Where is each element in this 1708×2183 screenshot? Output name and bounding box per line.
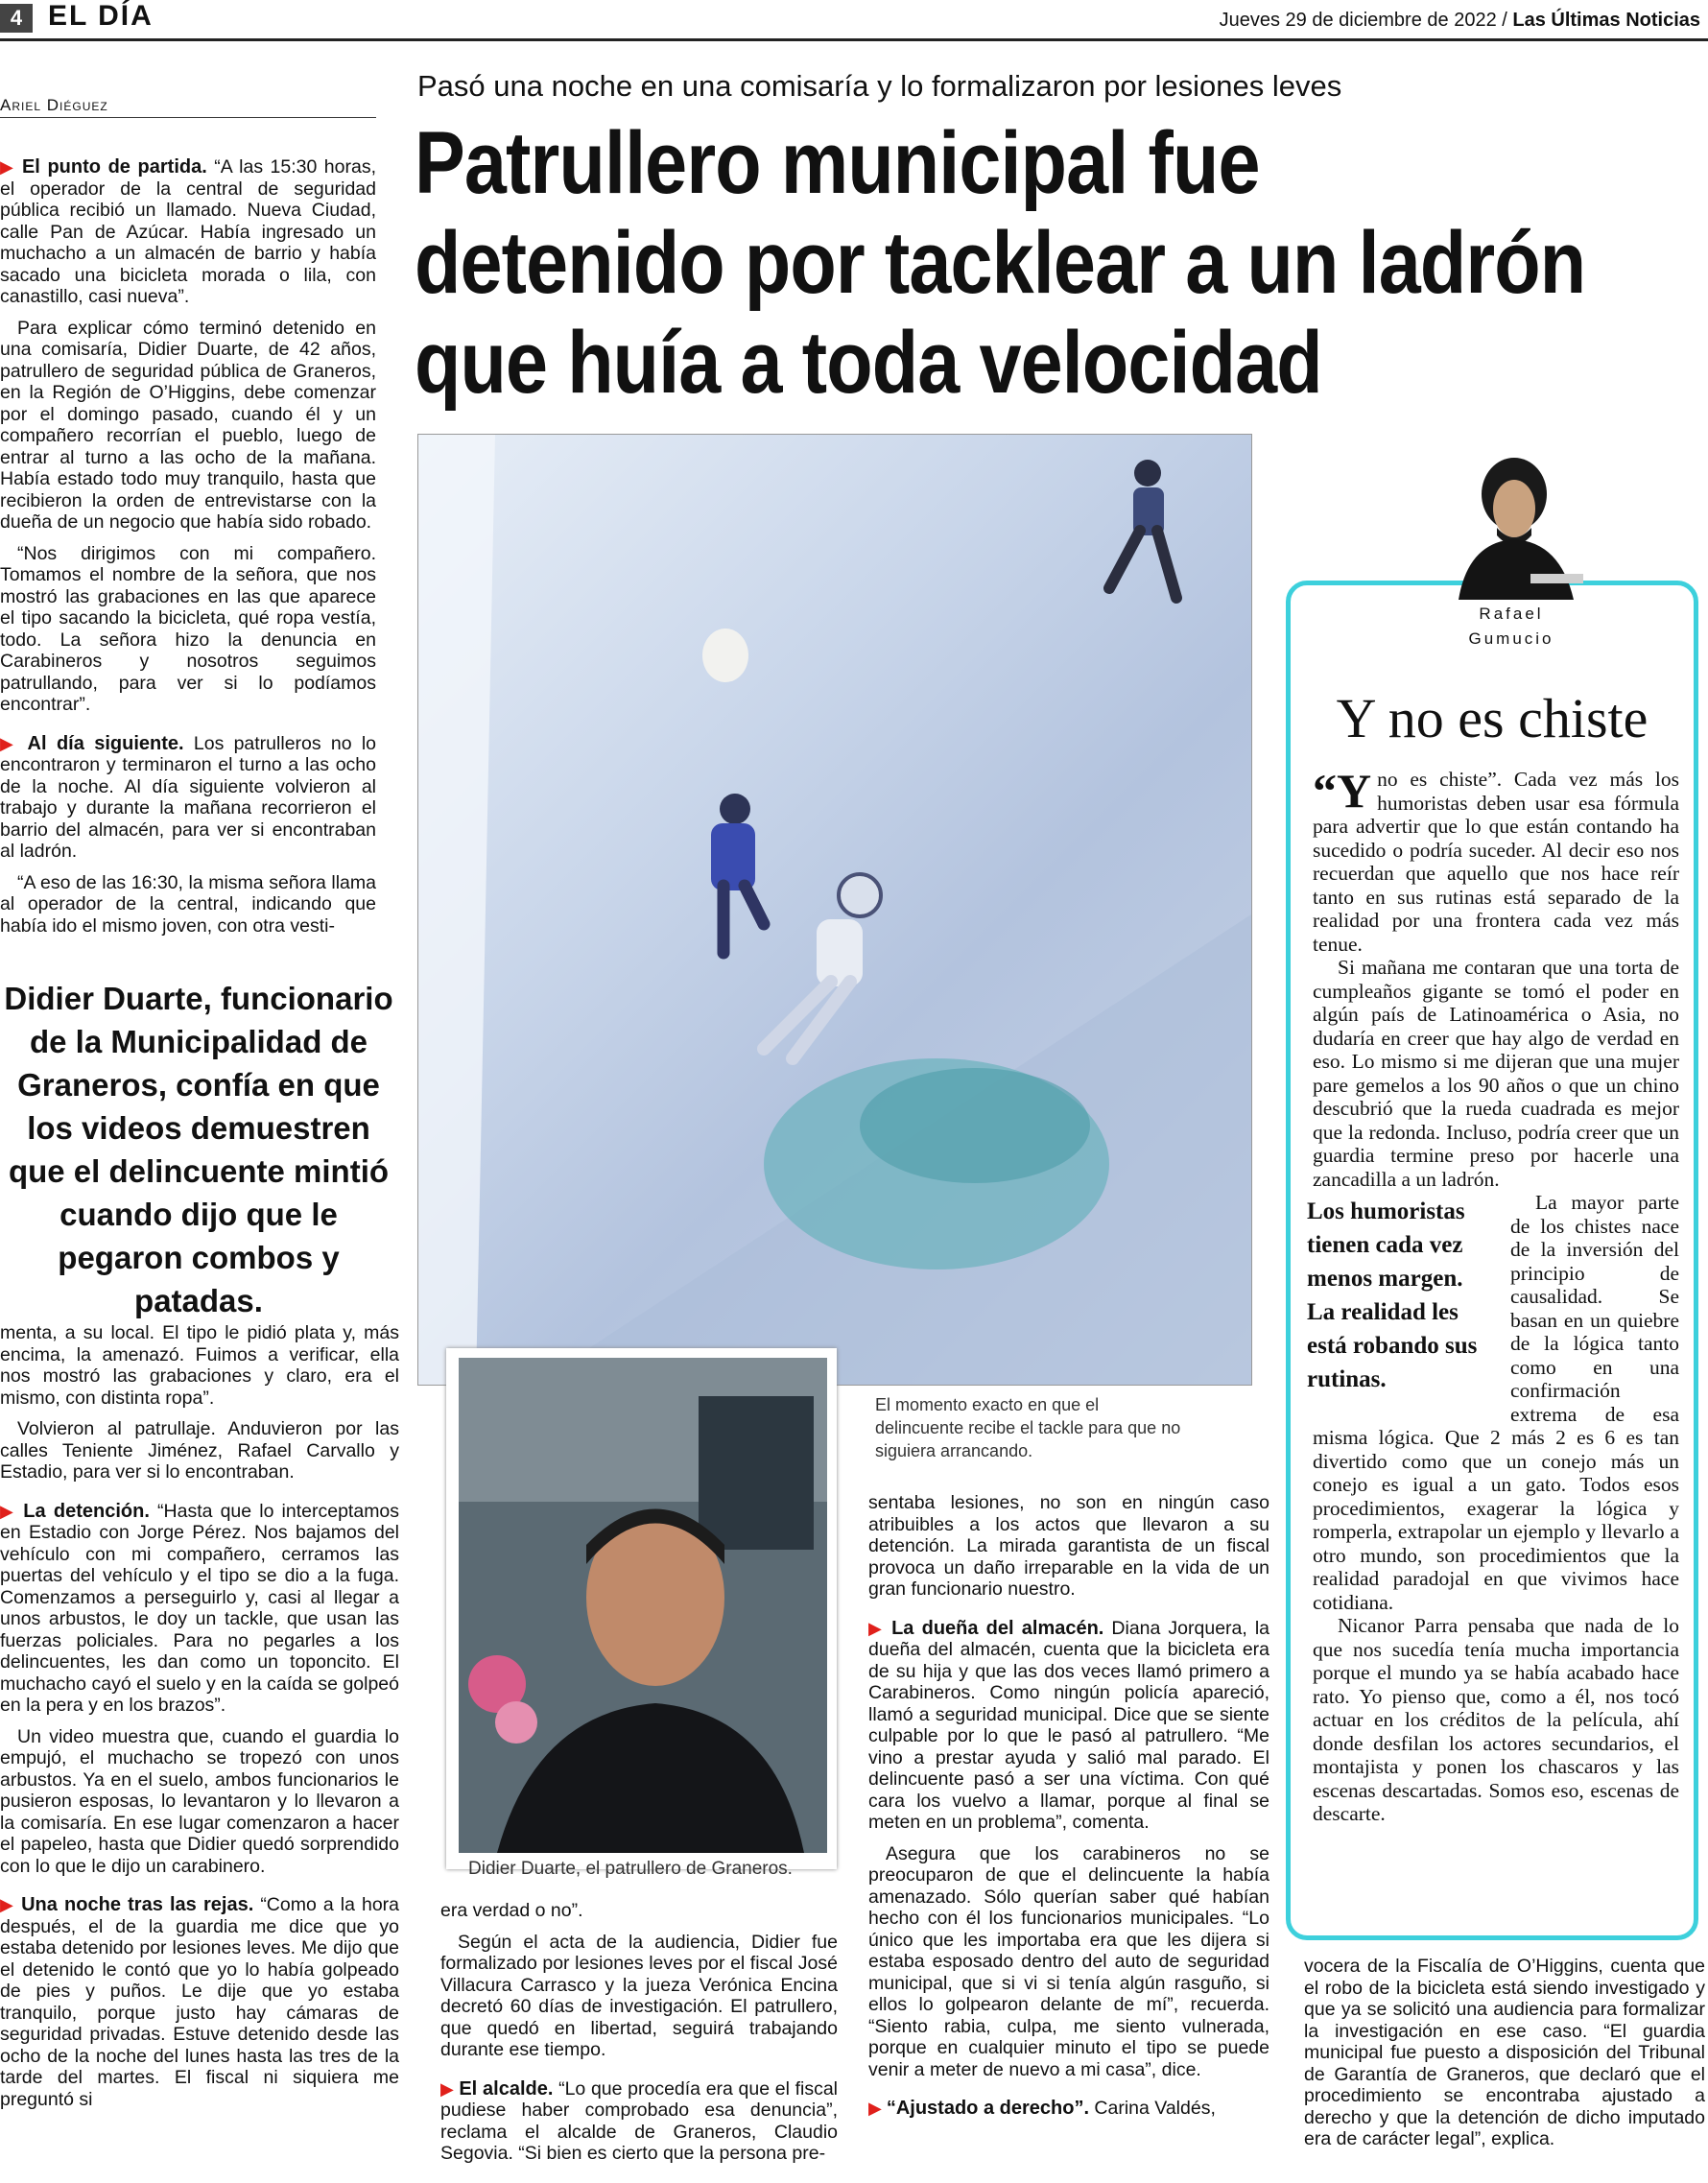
article-column-4: [1304, 1956, 1705, 2183]
subhead: Una noche tras las rejas.: [21, 1894, 254, 1915]
red-triangle-icon: ▶: [868, 1618, 892, 1638]
red-triangle-icon: ▶: [868, 2099, 887, 2118]
subhead: “Ajustado a derecho”.: [886, 2098, 1089, 2119]
red-triangle-icon: ▶: [0, 157, 22, 177]
date-text: Jueves 29 de diciembre de 2022 /: [1219, 10, 1507, 31]
paragraph-text: “A eso de las 16:30, la misma señora llama al operador de la central, indicando que había ido el mismo joven, con otra vesti-: [0, 871, 376, 937]
columnist-avatar: [1439, 451, 1583, 600]
article-column-1b: [0, 1322, 399, 2183]
red-triangle-icon: ▶: [0, 1501, 24, 1521]
subhead: El punto de partida.: [21, 156, 207, 178]
opinion-p1-text: no es chiste”. Cada vez más los humoristas deben usar esa fórmula para advertir que lo que están contando ha sucedido o podría suceder. Al decir eso nos recuerdan que aquello que nos hace reír tanto en sus rutinas está separado de la realidad por una frontera cada vez más tenue.: [1313, 768, 1679, 956]
title-line-3: que huía a toda velocidad: [415, 314, 1322, 412]
paragraph: [0, 543, 376, 716]
paragraph: [0, 1501, 399, 1717]
paragraph: [440, 1932, 838, 2061]
opinion-text: [1307, 764, 1679, 1929]
paragraph: [0, 1726, 399, 1878]
paragraph-text: “Como a la hora después, el de la guardia me dice que yo estaba detenido por lesiones leves. Me dijo que el detenido le contó que yo lo había golpeado de pies y puños. Le dije que yo estaba tranquilo, porque justo hay cámaras de seguridad privadas. Estuve detenido desde las ocho de la noche del lunes hasta las tres de la tarde del martes. El fiscal ni siquiera me preguntó si: [0, 1894, 399, 2110]
paragraph: [0, 1894, 399, 2110]
paragraph: [868, 2098, 1269, 2120]
paragraph: [868, 1843, 1269, 2081]
opinion-paragraph-3: La mayor parte de los chistes nace de la inversión del principio de causalidad. Se basan en un quiebre de la lógica tanto como en una confirmación extrema de esa misma lógica. Que 2 más 2 es 6 es tan divertido como que un conejo más un conejo es igual a un gato. Todos esos procedimientos, exagerar la lógica y romperla, extrapolar un ejemplo y llevarlo a otro mundo, son procedimientos que la realidad paradojal en que vivimos hace cotidiana.: [1313, 1191, 1679, 1614]
paragraph-text: Según el acta de la audiencia, Didier fue formalizado por lesiones leves por el fiscal José Villacura Carrasco y la jueza Verónica Encina decretó 60 días de investigación. El patrullero, que quedó en libertad, seguirá trabajando durante ese tiempo.: [440, 1931, 838, 2060]
title-line-1: Patrullero municipal fue: [415, 114, 1260, 212]
paragraph-text: era verdad o no”.: [440, 1900, 583, 1921]
drop-quote: “Y: [1313, 764, 1372, 818]
portrait-illustration: [459, 1358, 827, 1853]
paragraph: [0, 1418, 399, 1483]
opinion-paragraph-4: Nicanor Parra pensaba que nada de lo que nos sucedía tenía mucha importancia porque el mundo ya se había acabado hace rato. Yo pienso que, como a él, nos tocó actuar en los créditos de la película, ahí donde desfilan los actores secundarios, el montajista y ponen los chascaros y las escenas descartadas. Somos eso, escenas de descarte.: [1313, 1614, 1679, 1825]
red-triangle-icon: ▶: [0, 1895, 22, 1914]
header-rule: [0, 38, 1708, 41]
paragraph-text: Carina Valdés,: [1094, 2098, 1216, 2119]
publication-name: Las Últimas Noticias: [1512, 10, 1700, 31]
opinion-pull-quote: Los humoristas tienen cada vez menos margen. La realidad les está robando sus rutinas.: [1307, 1198, 1478, 1392]
paragraph: [0, 318, 376, 534]
paragraph: [0, 1322, 399, 1409]
opinion-title: Y no es chiste: [1336, 687, 1649, 749]
opinion-paragraph-2: Si mañana me contaran que una torta de cumpleaños gigante se tomó el poder en algún país de Latinoamérica o Asia, no dudaría en creer que hay algo de verdad en eso. Lo mismo si me dijeran que una mujer pare gemelos a los 90 años o que un chino descubrió que la rueda cuadrada es mejor que la redonda. Incluso, podría creer que un guardia termine preso por hacerle una zancadilla a un ladrón.: [1313, 956, 1679, 1191]
article-kicker: Pasó una noche en una comisaría y lo formalizaron por lesiones leves: [417, 69, 1342, 103]
article-column-2b: [440, 1900, 838, 2183]
opinion-paragraph-1: [1313, 764, 1679, 956]
paragraph-text: Diana Jorquera, la dueña del almacén, cuenta que la bicicleta era de su hija y que las dos veces llamó primero a Carabineros. Como ningún policía apareció, llamó a seguridad municipal. Dice que se siente culpable por lo que le pasó al patrullero. “Me vino a prestar ayuda y salió mal parado. El delincuente pasó a ser una víctima. Con qué cara los vuelvo a llamar, porque al final se meten en un problema”, comenta.: [868, 1617, 1270, 1833]
paragraph-text: “Lo que procedía era que el fiscal pudiese haber comprobado esa denuncia”, reclama el alcalde de Graneros, Claudio Segovia. “Si bien es cierto que la persona pre-: [440, 2077, 838, 2164]
paragraph: [868, 1492, 1269, 1601]
portrait-photo: [459, 1358, 827, 1853]
paragraph: [1304, 1956, 1705, 2150]
paragraph-text: Asegura que los carabineros no se preocuparon de que el delincuente la había amenazado. Sólo querían saber qué habían hecho con él los funcionarios municipales. “Lo único que les importaba era que les dijera si estaba esposado dentro del auto de seguridad municipal, que si vi si tenía algún rasguño, si ellos lo golpearon delante de mí”, recuerda. “Siento rabia, culpa, me siento vulnerada, porque en cualquier minuto el tipo se puede venir a meter de nuevo a mi casa”, dice.: [868, 1842, 1269, 2080]
paragraph-text: “Hasta que lo interceptamos en Estadio con Jorge Pérez. Nos bajamos del vehículo con mi compañero, cerramos las puertas del vehículo y el tipo se dio a la fuga. Comenzamos a perseguirlo y, casi al llegar a unos arbustos, le doy un tackle, que usan las fuerzas policiales. Para no pegarles a los delincuentes, les dan como un toponcito. El muchacho cayó el suelo y en la caída se golpeó en la pera y en los brazos”.: [0, 1500, 400, 1716]
paragraph-text: “Nos dirigimos con mi compañero. Tomamos el nombre de la señora, que nos mostró las grabaciones en las que aparece el tipo sacando la bicicleta, qué ropa vestía, todo. La señora hizo la denuncia en Carabineros y nosotros seguimos patrullando, para ver si lo podíamos encontrar”.: [0, 542, 376, 715]
cctv-scene-illustration: [418, 435, 1251, 1385]
red-triangle-icon: ▶: [0, 733, 28, 753]
portrait-caption: Didier Duarte, el patrullero de Graneros.: [468, 1859, 793, 1879]
subhead: Al día siguiente.: [27, 732, 184, 754]
article-column-1a: [0, 139, 376, 969]
paragraph-text: “A las 15:30 horas, el operador de la central de seguridad pública recibió un llamado. Nueva Ciudad, calle Pan de Azúcar. Había ingresado un muchacho a un almacén de barrio y había sacado una bicicleta morada o lila, con canastillo, casi nueva”.: [0, 156, 376, 307]
red-triangle-icon: ▶: [440, 2078, 460, 2099]
byline: Ariel Diéguez: [0, 96, 376, 118]
cctv-photo: [417, 434, 1252, 1386]
photo-caption: El momento exacto en que el delincuente recibe el tackle para que no siguiera arrancando.: [875, 1395, 1181, 1460]
paragraph-text: Los patrulleros no lo encontraron y terminaron el turno a las ocho de la noche. Al día siguiente volvieron al trabajo y durante la mañana recorrieron el barrio del almacén, para ver si encontraban al ladrón.: [0, 732, 377, 862]
paragraph: [0, 872, 376, 937]
article-column-2: [868, 1492, 1270, 2119]
subhead: El alcalde.: [459, 2077, 554, 2100]
article-title: [415, 113, 1586, 413]
columnist-caricature: [1439, 451, 1583, 600]
paragraph: [0, 156, 376, 308]
columnist-last-name: Gumucio: [1468, 629, 1554, 648]
paragraph: [440, 1900, 838, 1922]
paragraph: [0, 733, 376, 863]
paragraph-text: Un video muestra que, cuando el guardia lo empujó, el muchacho se tropezó con unos arbustos. Ya en el suelo, ambos funcionarios le pusieron esposas, lo levantaron y lo llevaron a la comisaría. En ese lugar comenzaron a hacer el papeleo, hasta que Didier quedó sorprendido con lo que le dijo un carabinero.: [0, 1725, 399, 1877]
paragraph-text: menta, a su local. El tipo le pidió plata y, más encima, la amenazó. Fuimos a verificar, ella nos mostró las grabaciones y claro, era el mismo, con distinta ropa”.: [0, 1322, 399, 1409]
paragraph-text: Volvieron al patrullaje. Anduvieron por las calles Teniente Jiménez, Rafael Carvallo y Estadio, para ver si lo encontraban.: [0, 1418, 399, 1483]
paragraph-text: vocera de la Fiscalía de O’Higgins, cuenta que el robo de la bicicleta está siendo investigado y que ya se solicitó una audiencia para formalizar la investigación en ese caso. “El guardia municipal fue puesto a disposición del Tribunal de Garantía de Graneros, que declaró que el procedimiento se encontraba ajustado a derecho y que la detención de dicho imputado era de carácter legal”, explica.: [1304, 1956, 1705, 2149]
title-line-2: detenido por tacklear a un ladrón: [415, 214, 1586, 312]
columnist-first-name: Rafael: [1479, 605, 1544, 623]
paragraph: [440, 2078, 838, 2165]
section-name: EL DÍA: [48, 0, 154, 32]
paragraph-text: Para explicar cómo terminó detenido en una comisaría, Didier Duarte, de 42 años, patrullero de seguridad pública de Graneros, en la Región de O’Higgins, debe comenzar por el domingo pasado, cuando él y un compañero recorrían el pueblo, luego de entrar al turno a las ocho de la mañana. Había estado todo muy tranquilo, hasta que recibieron la orden de entrevistarse con la dueña de un negocio que había sido robado.: [0, 317, 376, 533]
issue-date: [1220, 10, 1700, 32]
subhead: La dueña del almacén.: [891, 1617, 1104, 1639]
columnist-name: [1449, 602, 1574, 652]
subhead: La detención.: [23, 1500, 150, 1522]
paragraph: [868, 1618, 1269, 1834]
page-number: 4: [0, 4, 33, 33]
paragraph-text: sentaba lesiones, no son en ningún caso atribuibles a los actos que llevaron a su detención. La mirada garantista de un fiscal provoca un daño irreparable en la vida de un gran funcionario nuestro.: [868, 1492, 1269, 1600]
pull-quote: Didier Duarte, funcionario de la Municipalidad de Graneros, confía en que los videos demuestren que el delincuente mintió cuando dijo que le pegaron combos y patadas.: [4, 981, 393, 1318]
